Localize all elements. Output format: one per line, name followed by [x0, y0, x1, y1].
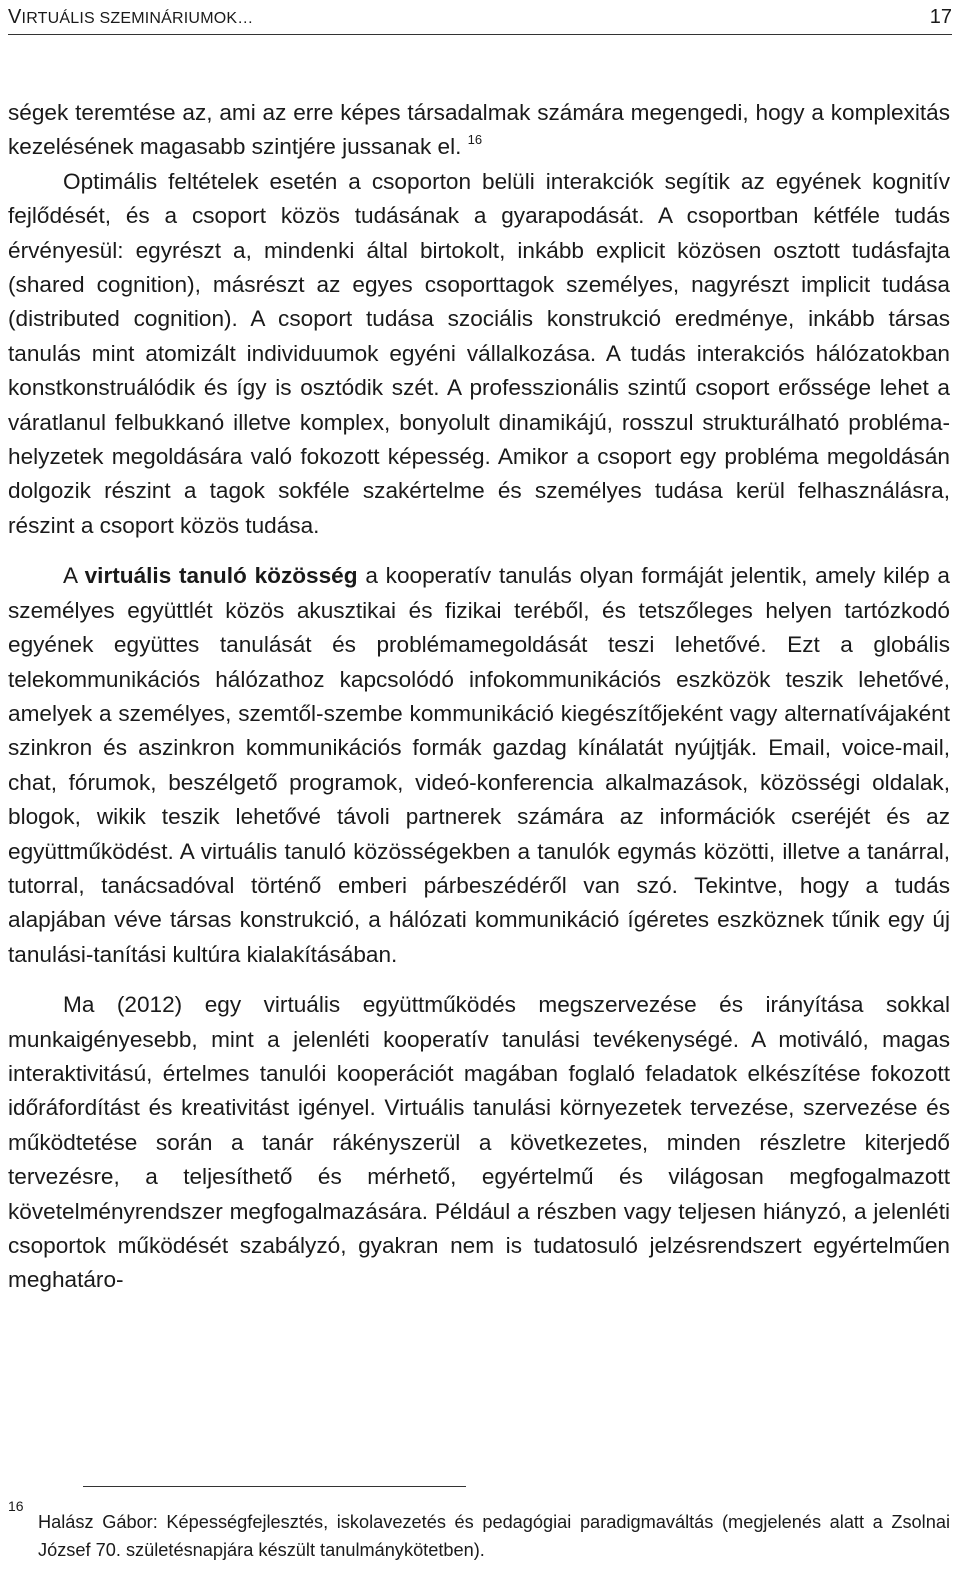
running-title-rest: IRTUÁLIS SZEMINÁRIUMOK…	[21, 10, 254, 27]
running-title	[8, 6, 253, 29]
paragraph-1-text: ségek teremtése az, ami az erre képes társadalmak számára megengedi, hogy a komplexitás kezelésének magasabb szintjére jussanak el.	[8, 100, 950, 160]
running-title-initial: V	[8, 6, 22, 28]
page-number: 17	[929, 6, 952, 28]
paragraph-1	[8, 96, 950, 165]
footnote	[8, 1498, 950, 1564]
footnote-divider	[83, 1486, 466, 1487]
footnote-number: 16	[8, 1498, 24, 1514]
paragraph-3-lead: A	[63, 563, 85, 589]
footnote-reference: 16	[467, 132, 483, 148]
footnote-text: Halász Gábor: Képességfejlesztés, iskolavezetés és pedagógiai paradigmaváltás (megjelenés alatt a Zsolnai József 70. születésnapjára készült tanulmánykötetben).	[38, 1512, 950, 1560]
bold-term: virtuális tanuló közösség	[84, 563, 358, 589]
paragraph-4: Ma (2012) egy virtuális együttműködés megszervezése és irányítása sokkal munkaigényesebb, mint a jelenléti kooperatív tanulási tevékenységé. A motiváló, magas interaktivitású, értelmes tanulói kooperációt magában foglaló feladatok elkészítése fokozott időráfordítást és kreativitást igényel. Virtuális tanulási környezetek tervezése, szervezése és működtetése során a tanár rákényszerül a következetes, minden részletre kiterjedő tervezésre, a teljesíthető és mérhető, egyértelmű és világosan megfogalmazott követelményrendszer megfogalmazására. Például a részben vagy teljesen hiányzó, a jelenléti csoportok működését szabályzó, gyakran nem is tudatosuló jelzésrendszert egyértelműen meghatáro-	[8, 992, 950, 1293]
paragraph-3-text: a kooperatív tanulás olyan formáját jelentik, amely kilép a személyes együttlét közös akusztikai és fizikai teréből, és tetszőleges helyen tartózkodó egyének együttes tanulását és problémamegoldását teszi lehetővé. Ezt a globális telekommunikációs hálózathoz kapcsolódó infokommunikációs eszközök teszik lehetővé, amelyek a személyes, szemtől-szembe kommunikáció kiegészítőjeként vagy alternatívájaként szinkron és aszinkron kommunikációs formák gazdag kínálatát nyújtják. Email, voice-mail, chat, fórumok, beszélgető programok, videó-konferencia alkalmazások, közösségi oldalak, blogok, wikik teszik lehetővé távoli partnerek számára az információk cseréjét és az együttműködést. A virtuális tanuló közösségekben a tanulók egymás közötti, illetve a tanárral, tutorral, tanácsadóval történő emberi párbeszédéről van szó. Tekintve, hogy a tudás alapjában véve társas konstrukció, a hálózati kommunikáció ígéretes eszköznek tűnik egy új tanulási-tanítási kultúra kialakításában.	[8, 563, 950, 967]
body-text	[8, 96, 950, 1298]
paragraph-3	[8, 559, 950, 972]
running-header	[8, 4, 952, 35]
paragraph-2: Optimális feltételek esetén a csoporton belüli interakciók segítik az egyének kognitív fejlődését, és a csoport közös tudásának a gyarapodását. A csoportban kétféle tudás érvényesül: egyrészt a, mindenki által birtokolt, inkább explicit közösen osztott tudásfajta (shared cognition), másrészt az egyes csoporttagok személyes, nagyrészt implicit tudása (distributed cognition). A csoport tudása szociális konstrukció eredménye, inkább társas tanulás mint atomizált individuumok egyéni vállalkozása. A tudás interakciós hálózatokban konstkonstruálódik és így is osztódik szét. A professzionális szintű csoport erőssége lehet a váratlanul felbukkanó illetve komplex, bonyolult dinamikájú, rosszul strukturálható probléma-helyzetek megoldására való fokozott képesség. Amikor a csoport egy probléma megoldásán dolgozik részint a tagok sokféle szakértelme és személyes tudása kerül felhasználásra, részint a csoport közös tudása.	[8, 168, 950, 538]
